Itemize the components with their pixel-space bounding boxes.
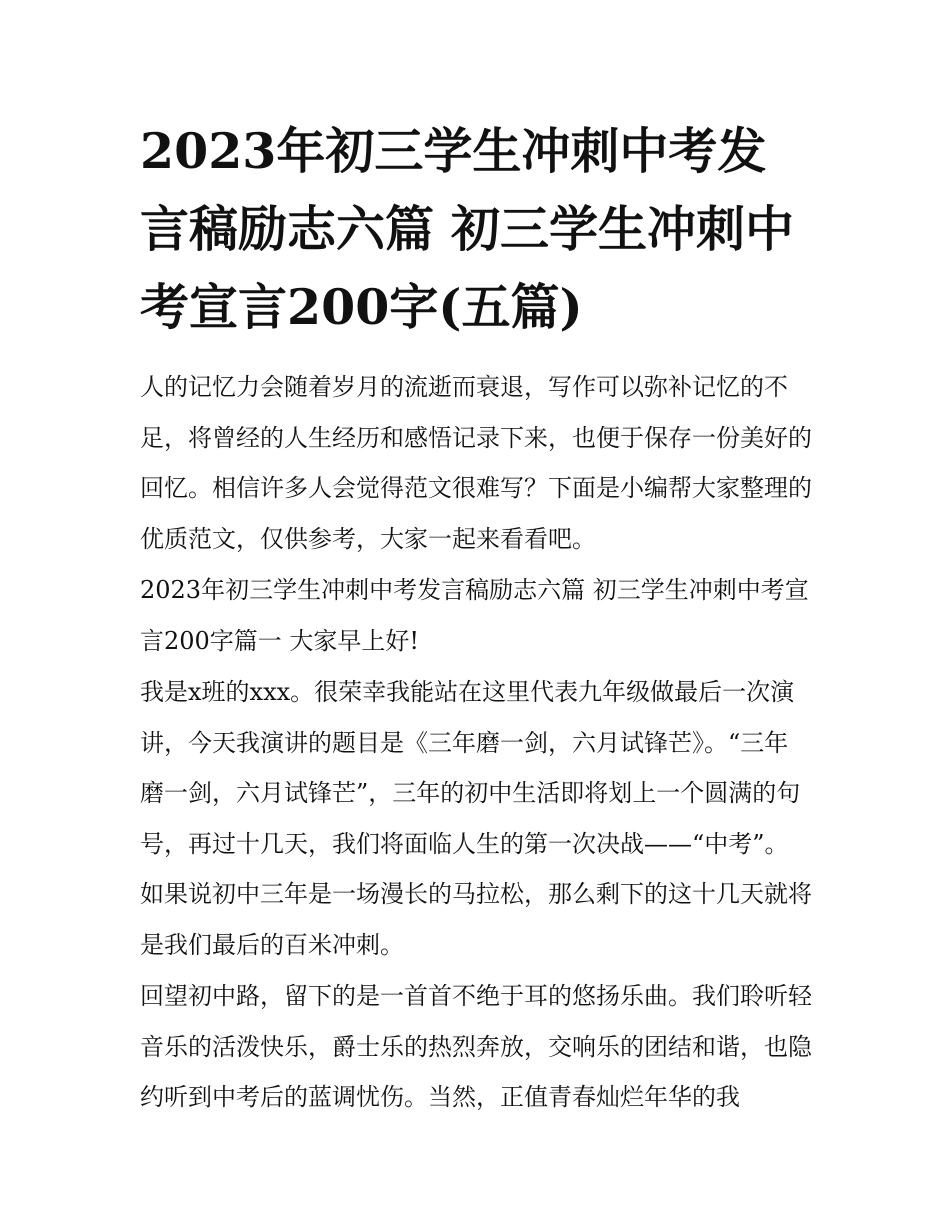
document-body (140, 362, 812, 1123)
paragraph-speech-opening: 我是x班的xxx。很荣幸我能站在这里代表九年级做最后一次演讲，今天我演讲的题目是《三年磨一剑，六月试锋芒》。“三年磨一剑，六月试锋芒”，三年的初中生活即将划上一个圆满的句号，再过十几天，我们将面临人生的第一次决战——“中考”。如果说初中三年是一场漫长的马拉松，那么剩下的这十几天就将是我们最后的百米冲刺。 (140, 678, 812, 959)
paragraph-intro: 人的记忆力会随着岁月的流逝而衰退，写作可以弥补记忆的不足，将曾经的人生经历和感悟记录下来，也便于保存一份美好的回忆。相信许多人会觉得范文很难写？下面是小编帮大家整理的优质范文，仅供参考，大家一起来看看吧。 (140, 373, 812, 553)
paragraph-heading: 2023年初三学生冲刺中考发言稿励志六篇 初三学生冲刺中考宣言200字篇一 大家早上好! (140, 576, 809, 655)
document-title: 2023年初三学生冲刺中考发言稿励志六篇 初三学生冲刺中考宣言200字(五篇) (140, 122, 795, 336)
document-page (140, 112, 812, 1123)
paragraph-speech-review: 回望初中路，留下的是一首首不绝于耳的悠扬乐曲。我们聆听轻音乐的活泼快乐，爵士乐的热烈奔放，交响乐的团结和谐，也隐约听到中考后的蓝调忧伤。当然，正值青春灿烂年华的我 (140, 982, 812, 1111)
